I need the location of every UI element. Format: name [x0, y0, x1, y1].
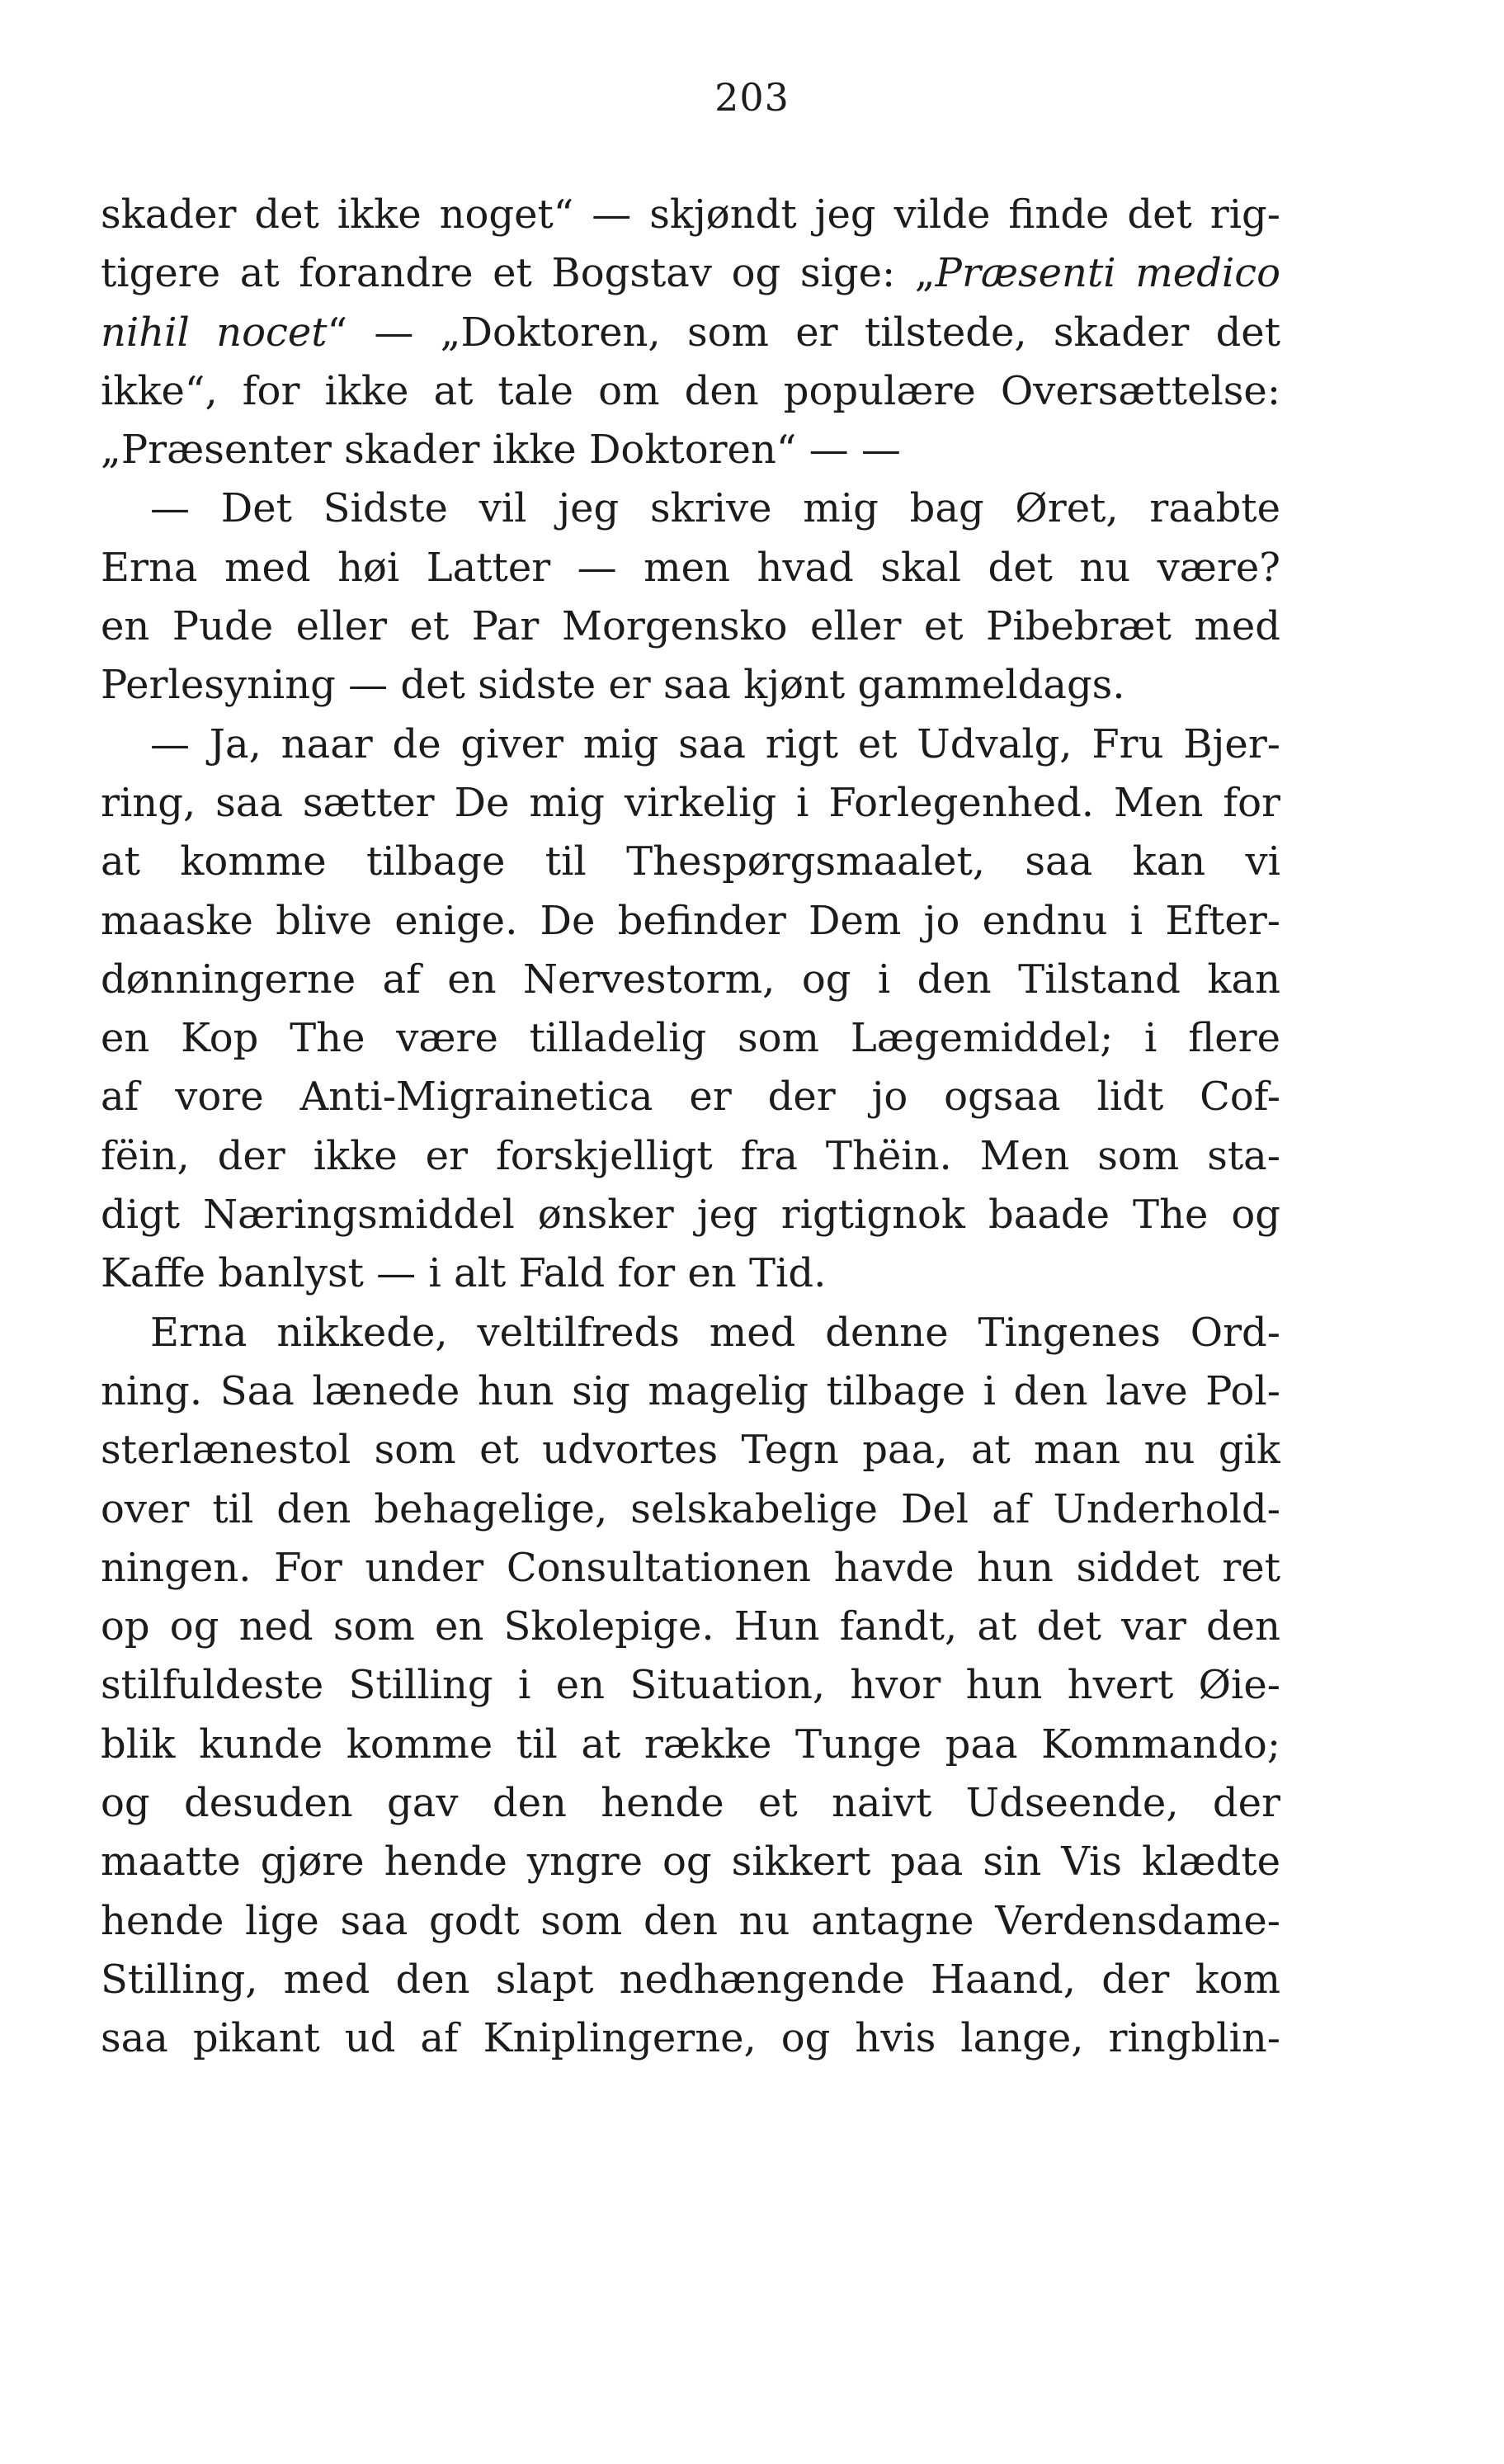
- text-line: [101, 479, 1280, 538]
- body-text: [101, 186, 1280, 2069]
- text-line: [101, 539, 1280, 597]
- text-line: [101, 892, 1280, 951]
- line-text: tigere at forandre et Bogstav og sige: „: [101, 250, 936, 297]
- text-line: [101, 1833, 1280, 1891]
- line-text: at komme tilbage til Thespørgsmaalet, saa kan vi: [101, 838, 1280, 885]
- page-number: 203: [714, 75, 790, 120]
- italic-phrase: Præsenti medico: [935, 250, 1280, 297]
- line-text: ning. Saa lænede hun sig magelig tilbage i den lave Pol-: [101, 1367, 1280, 1414]
- text-line: [101, 951, 1280, 1009]
- line-text: af vore Anti-Migrainetica er der jo ogsaa lidt Cof-: [101, 1074, 1280, 1121]
- text-line: [101, 1009, 1280, 1068]
- text-line: [101, 244, 1280, 303]
- line-text: over til den behagelige, selskabelige Del af Underhold-: [101, 1485, 1280, 1532]
- text-line: [101, 1892, 1280, 1951]
- line-text: og desuden gav den hende et naivt Udseende, der: [101, 1780, 1280, 1827]
- text-line: [101, 597, 1280, 656]
- text-line: [101, 1598, 1280, 1656]
- line-text: maaske blive enige. De befinder Dem jo endnu i Efter-: [101, 897, 1280, 944]
- line-text: ikke“, for ikke at tale om den populære Oversættelse:: [101, 367, 1280, 414]
- text-line: [101, 1951, 1280, 2009]
- line-text: hende lige saa godt som den nu antagne Verdensdame-: [101, 1897, 1280, 1944]
- line-text: dønningerne af en Nervestorm, og i den Tilstand kan: [101, 956, 1280, 1003]
- text-line: [101, 1480, 1280, 1539]
- text-line: [101, 1304, 1280, 1362]
- line-text: „Præsenter skader ikke Doktoren“ — —: [101, 427, 901, 474]
- text-line: [101, 1362, 1280, 1421]
- text-line: [101, 774, 1280, 833]
- text-line: [101, 421, 1280, 479]
- text-line: [101, 2009, 1280, 2068]
- line-text: sterlænestol som et udvortes Tegn paa, at man nu gik: [101, 1427, 1280, 1474]
- text-line: [101, 304, 1280, 362]
- line-text: — Det Sidste vil jeg skrive mig bag Øret, raabte: [150, 485, 1280, 532]
- line-text: op og ned som en Skolepige. Hun fandt, at det var den: [101, 1603, 1280, 1650]
- line-text: ningen. For under Consultationen havde hun siddet ret: [101, 1544, 1280, 1591]
- text-line: [101, 186, 1280, 244]
- line-text: ring, saa sætter De mig virkelig i Forlegenhed. Men for: [101, 779, 1280, 826]
- line-text: blik kunde komme til at række Tunge paa Kommando;: [101, 1721, 1280, 1768]
- line-text: maatte gjøre hende yngre og sikkert paa sin Vis klædte: [101, 1839, 1280, 1886]
- text-line: [101, 1656, 1280, 1715]
- text-line: [101, 362, 1280, 421]
- line-text: skader det ikke noget“ — skjøndt jeg vilde finde det rig-: [101, 191, 1280, 238]
- line-text: en Pude eller et Par Morgensko eller et Pibebræt med: [101, 603, 1280, 650]
- text-line: [101, 1127, 1280, 1186]
- line-text: Perlesyning — det sidste er saa kjønt gammeldags.: [101, 662, 1125, 709]
- text-line: [101, 1421, 1280, 1480]
- line-text: — Ja, naar de giver mig saa rigt et Udvalg, Fru Bjer-: [150, 720, 1280, 767]
- line-text: Kaffe banlyst — i alt Fald for en Tid.: [101, 1250, 827, 1297]
- text-line: [101, 1068, 1280, 1126]
- text-line: [101, 1716, 1280, 1774]
- text-line: [101, 1774, 1280, 1833]
- text-line: [101, 833, 1280, 891]
- line-text: Erna nikkede, veltilfreds med denne Tingenes Ord-: [150, 1309, 1280, 1356]
- text-line: [101, 1539, 1280, 1598]
- line-text: Stilling, med den slapt nedhængende Haand, der kom: [101, 1956, 1280, 2003]
- italic-phrase: nihil nocet: [101, 309, 328, 356]
- line-text: stilfuldeste Stilling i en Situation, hvor hun hvert Øie-: [101, 1662, 1280, 1709]
- text-line: [101, 1244, 1280, 1303]
- line-text: saa pikant ud af Kniplingerne, og hvis lange, ringblin-: [101, 2015, 1280, 2062]
- text-line: [101, 1186, 1280, 1244]
- text-line: [101, 656, 1280, 715]
- line-text: Erna med høi Latter — men hvad skal det nu være?: [101, 544, 1280, 591]
- line-text: digt Næringsmiddel ønsker jeg rigtignok baade The og: [101, 1192, 1280, 1239]
- line-text-after: “ — „Doktoren, som er tilstede, skader det: [327, 309, 1280, 356]
- text-line: [101, 715, 1280, 774]
- line-text: en Kop The være tilladelig som Lægemiddel; i flere: [101, 1015, 1280, 1062]
- line-text: fëin, der ikke er forskjelligt fra Thëin. Men som sta-: [101, 1132, 1280, 1179]
